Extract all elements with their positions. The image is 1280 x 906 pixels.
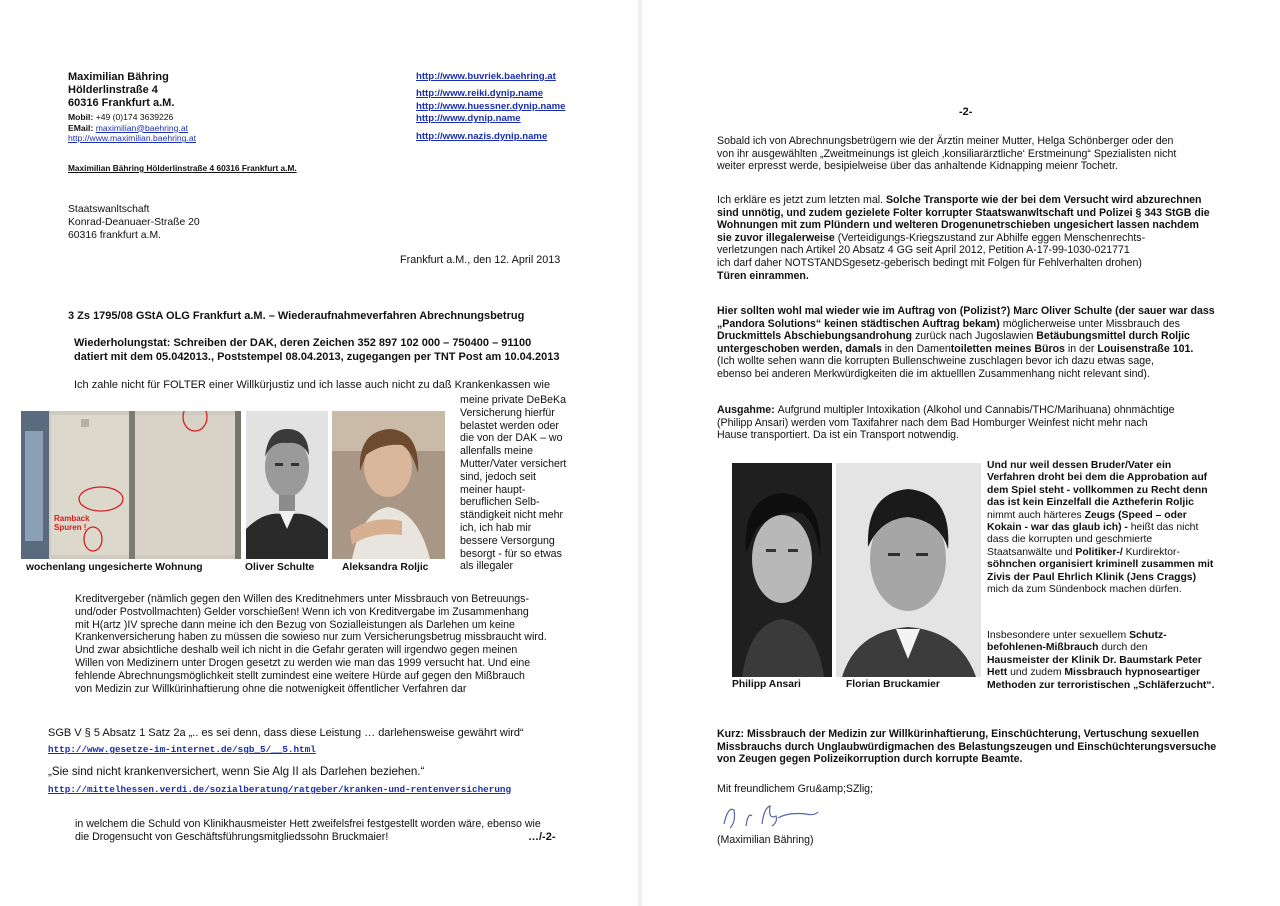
rich-line [717,330,1215,343]
letter-date: Frankfurt a.M., den 12. April 2013 [400,254,561,266]
photo-caption: Philipp Ansari [732,679,801,690]
verdi-link[interactable]: http://mittelhessen.verdi.de/sozialberatung/ratgeber/kranken-und-rentenversicherung [48,784,512,795]
para-line: von ihr ausgewählten „Zweitmeinungs ist gleich ‚konsiliarärztliche‘ Erstmeinung“ Spezialisten nicht [717,147,1177,160]
bold-text: Hett [987,667,1011,679]
text-span: durch den [1101,642,1148,654]
rich-line [717,207,1210,220]
rich-line [717,270,1210,283]
text-span: zurück nach Jugoslawien [914,330,1037,343]
signature-name: (Maximilian Bähring) [717,834,814,846]
side-text-2 [987,630,1214,692]
side-text-line: meiner haupt- [460,483,526,496]
signature-image [718,798,828,832]
text-span: verletzungen nach Artikel 20 Absatz 4 GG seit April 2012, Petition A-17-99-1030-021771 [717,244,1130,257]
greeting: Mit freundlichem Gru&amp;SZlig; [717,783,874,795]
text-span: Insbesondere unter sexuellem [987,630,1130,641]
bold-text: „Pandora Solutions“ keinen städtischen Auftrag bekam) [717,317,1003,330]
sender-contact [68,112,196,144]
rich-line [717,318,1215,331]
rich-line [987,485,1213,497]
letter-page-1 [0,0,638,906]
summary-paragraph [717,728,1216,766]
body-line: mit H(artz )IV spreche dann meine ich den Bezug von Sozialleistungen als Darlehen um keine [75,618,515,631]
email-label: EMail: [68,122,94,133]
rich-line [987,680,1214,692]
body-line: Krankenversicherung haben zu müssen die sowieso nur zum Versicherungsbetrug missbraucht wird. [75,631,547,644]
text-span: in der [1067,342,1098,355]
recipient-line: Staatswanltschaft [68,204,150,215]
portrait-philipp-ansari [732,463,832,677]
text-span: (Ich wollte sehen wann die korrupten Bullenschweine zuschlagen bevor ich dazu etwas sage, [717,355,1154,368]
bold-text: Zivis der Paul Ehrlich Klinik (Jens Craggs) [987,571,1197,583]
bold-text: dem Spiel steht - vollkommen zu Recht denn [987,484,1208,496]
paragraph-4 [717,404,1175,442]
link-item[interactable]: http://www.buvriek.baehring.at [416,71,556,82]
summary-line: von Zeugen gegen Polizeikorruption durch korrupte Beamte. [717,753,1023,766]
photo-caption: Florian Bruckamier [846,679,940,690]
photo-annotation: Ramback Spuren ! [54,514,90,532]
bold-text: Türen einrammen. [717,269,809,282]
bold-text: Druckmittels Abschiebungsandrohung [717,330,915,343]
bold-text: Zeugs (Speed – oder [1084,509,1187,521]
side-text-line: beruflichen Selb- [460,496,540,509]
quote-2: „Sie sind nicht krankenversichert, wenn Sie Alg II als Darlehen beziehen.“ [48,765,425,778]
text-span: ich darf daher NOTSTANDSgesetz-geberisch bedingt mit Folgen für Fehlverhalten drohen) [717,256,1142,269]
page-continue: …/-2- [528,831,556,843]
text-span: (Philipp Ansari) werden vom Taxifahrer nach dem Bad Homburger Weinfest nicht mehr nach [717,416,1148,429]
rich-line [987,642,1214,654]
body-line: fehlende Abrechnungsmöglichkeit stellt zumindest eine weitere Hürde auf gegen den Mißbrauch [75,669,525,682]
rich-line [717,219,1210,232]
subject-line: 3 Zs 1795/08 GStA OLG Frankfurt a.M. – Wiederaufnahmeverfahren Abrechnungsbetrug [68,310,525,322]
rich-line [717,305,1215,318]
bold-text: Betäubungsmittel durch Roljic [1036,330,1190,343]
portrait-aleksandra-roljic [332,411,445,559]
closing-line: die Drogensucht von Geschäftsführungsmitgliedssohn Bruckmaier! [75,830,389,843]
bold-text: Solche Transporte wie der bei dem Versucht wird abzurechnen [885,194,1202,206]
photo-caption: Aleksandra Roljic [342,562,429,573]
rich-line [987,559,1213,571]
rich-line [987,534,1213,546]
reference-block [74,336,559,364]
rich-line [987,630,1214,642]
link-list [416,71,565,143]
reference-line: datiert mit dem 05.042013., Poststempel 08.04.2013, zugegangen per TNT Post am 10.04.2013 [74,351,560,363]
paragraph-1 [717,135,1176,173]
bold-text: söhnchen organisiert kriminell zusammen mit [987,559,1214,571]
summary-line: Missbrauchs durch Unglaubwürdigmachen des Belastungszeugen und Einschüchterungsversuche [717,740,1217,753]
closing-line: in welchem die Schuld von Klinikhausmeister Hett zweifelsfrei festgestellt worden wäre, ebenso wie [75,818,541,830]
recipient-line: Konrad-Deanuaer-Straße 20 [68,217,200,228]
rich-line [987,667,1214,679]
text-span: dass die korrupten und geschmierte [987,534,1153,546]
bold-text: Schutz- [1129,630,1167,641]
rich-line [717,404,1175,417]
bold-text: untergeschoben werden, damals [717,342,885,355]
body-line: Willen von Medizinern unter Drogen gesetzt zu werden wie man das 1999 versucht hat. Und eine [75,656,531,669]
recipient-block [68,203,200,242]
rich-line [987,584,1213,596]
portrait-florian-bruckamier [836,463,981,677]
website-link[interactable]: http://www.maximilian.baehring.at [68,133,197,144]
paragraph-2 [717,194,1210,282]
bold-text: sie zuvor illegalerweise [717,231,838,244]
apartment-photo [21,411,241,559]
reference-line: Wiederholungstat: Schreiben der DAK, deren Zeichen 352 897 102 000 – 750400 – 91100 [74,337,532,349]
side-text-line: ich, ich hab mir [460,521,532,534]
sender-block [68,71,174,110]
bold-text: Und nur weil dessen Bruder/Vater ein [987,460,1172,471]
mobile-number: +49 (0)174 3639226 [95,112,174,122]
side-text-line: als illegaler [460,560,513,573]
bold-text: Hier sollten wohl mal wieder wie im Auftrag von (Polizist?) Marc Oliver Schulte (der sauer war dass [717,305,1215,317]
side-text-line: belastet werden oder [460,419,559,432]
text-span: möglicherweise unter Missbrauch des [1002,317,1180,330]
page-number: -2- [959,106,973,118]
rich-line [717,355,1215,368]
body-line: Und zwar absichtliche deshalb weil ich nicht in die Gefahr geraten will irgendwo gegen meinen [75,644,518,657]
bold-text: toiletten meines Büros [950,342,1068,355]
text-span: ebenso bei anderen Merkwürdigkeiten die im aktuelllen Zusammenhang nicht relevant sind). [717,367,1150,380]
rich-line [717,429,1175,442]
bold-text: Verfahren droht bei dem die Approbation auf [987,472,1208,484]
side-text-line: die von der DAK – wo [460,432,563,445]
bold-text: Kokain - war das glaub ich) - [987,522,1131,534]
bold-text: Ausgahme: [717,404,778,416]
rich-line [987,510,1213,522]
rich-line [987,572,1213,584]
rich-line [717,232,1210,245]
link-item[interactable]: http://www.reiki.dynip.name [416,88,544,100]
rich-line [717,257,1210,270]
bold-text: befohlenen-Mißbrauch [987,642,1102,654]
bold-text: Methoden zur terroristischen „Schläferzucht“. [987,679,1215,691]
text-span: und zudem [1010,667,1065,679]
side-text-line: Mutter/Vater versichert [460,457,567,470]
closing-paragraph [75,818,541,844]
law-link[interactable]: http://www.gesetze-im-internet.de/sgb_5/__5.html [48,744,316,755]
para-line: Sobald ich von Abrechnungsbetrügern wie der Ärztin meiner Mutter, Helga Schönberger oder den [717,135,1174,147]
side-text-line: allenfalls meine [460,445,534,458]
paragraph-3 [717,305,1215,381]
side-text-column [460,394,566,573]
side-text-line: bessere Versorgung [460,534,555,547]
bold-text: das ist kein Einzelfall die Aztheferin Roljic [987,497,1194,509]
side-text-line: ständigkeit nicht mehr [460,509,564,522]
photo-caption: wochenlang ungesicherte Wohnung [26,562,203,573]
intro-line: Ich zahle nicht für FOLTER einer Willkürjustiz und ich lasse auch nicht zu daß Krankenkassen wie [74,379,551,391]
side-text-line: besorgt - für so etwas [460,547,562,560]
rich-line [717,343,1215,356]
bold-text: sind unnötig, und zudem gezielete Folter korrupter Staatswanwltschaft und Polizei § 343 StGB die [717,206,1210,219]
recipient-line: 60316 frankfurt a.M. [68,230,161,241]
text-span: Aufgrund multipler Intoxikation (Alkohol und Cannabis/THC/Marihuana) ohnmächtige [777,404,1175,416]
bold-text: Wohnungen mit zum Plündern und welteren Drogenunetrschieben ungesichert lassen nachdem [717,219,1199,232]
text-span: Kurdirektor- [1125,546,1180,558]
photo-caption: Oliver Schulte [245,562,315,573]
text-span: heißt das nicht [1130,522,1199,534]
return-address: Maximilian Bähring Hölderlinstraße 4 60316 Frankfurt a.M. [68,163,297,173]
link-item[interactable]: http://www.huessner.dynip.name [416,100,566,112]
rich-line [717,244,1210,257]
link-item[interactable]: http://www.nazis.dynip.name [416,130,548,142]
body-line: Kreditvergeber (nämlich gegen den Willen des Kreditnehmers unter Missbrauch von Betreuungs- [75,593,530,605]
side-text-1 [987,460,1213,596]
email-link[interactable]: maximilian@baehring.at [95,122,189,133]
rich-line [987,497,1213,509]
body-line: von Medizin zur Willkürinhaftierung ohne die notwenigkeit öffentlicher Verfahren dar [75,682,467,695]
text-span: in den Damen [884,342,951,355]
rich-line [987,655,1214,667]
bold-text: Missbrauch hypnoseartiger [1064,667,1201,679]
letter-page-2 [642,0,1280,906]
text-span: nimmt auch härteres [987,509,1085,521]
body-paragraph [75,593,547,695]
side-text-line: sind, jedoch seit [460,470,536,483]
text-span: Hause transportiert. Da ist ein Transport notwendig. [717,429,960,442]
rich-line [987,472,1213,484]
rich-line [717,194,1210,207]
portrait-oliver-schulte [246,411,328,559]
sender-city: 60316 Frankfurt a.M. [68,97,175,109]
mobile-label: Mobil: [68,112,94,122]
para-line: weiter erpresst werde, besipielweise über das anhaltende Kidnapping meienr Tochetr. [717,160,1118,173]
rich-line [717,417,1175,430]
bold-text: Louisenstraße 101. [1097,342,1194,355]
body-line: und/oder Postvollmachten) Gelder vorschießen! Wenn ich von Kreditvergabe im Zusammenhang [75,605,529,618]
sender-name: Maximilian Bähring [68,71,169,83]
rich-line [987,547,1213,559]
rich-line [717,368,1215,381]
text-span: (Verteidigungs-Kriegszustand zur Abhilfe eggen Menschenrechts- [837,231,1146,244]
bold-text: Politiker-/ [1075,546,1126,558]
link-item[interactable]: http://www.dynip.name [416,113,521,125]
bold-text: Hausmeister der Klinik Dr. Baumstark Peter [987,654,1202,666]
text-span: mich da zum Sündenbock machen dürfen. [987,584,1182,596]
rich-line [987,522,1213,534]
text-span: Ich erkläre es jetzt zum letzten mal. [717,194,886,206]
law-quote: SGB V § 5 Absatz 1 Satz 2a „.. es sei denn, dass diese Leistung … darlehensweise gewährt wird“ [48,727,524,739]
sender-street: Hölderlinstraße 4 [68,84,158,96]
rich-line [987,460,1213,472]
text-span: Staatsanwälte und [987,546,1076,558]
side-text-line: meine private DeBeKa [460,394,566,406]
side-text-line: Versicherung hierfür [460,406,555,419]
summary-line: Kurz: Missbrauch der Medizin zur Willkürinhaftierung, Einschüchterung, Vertuschung sexuellen [717,728,1199,740]
